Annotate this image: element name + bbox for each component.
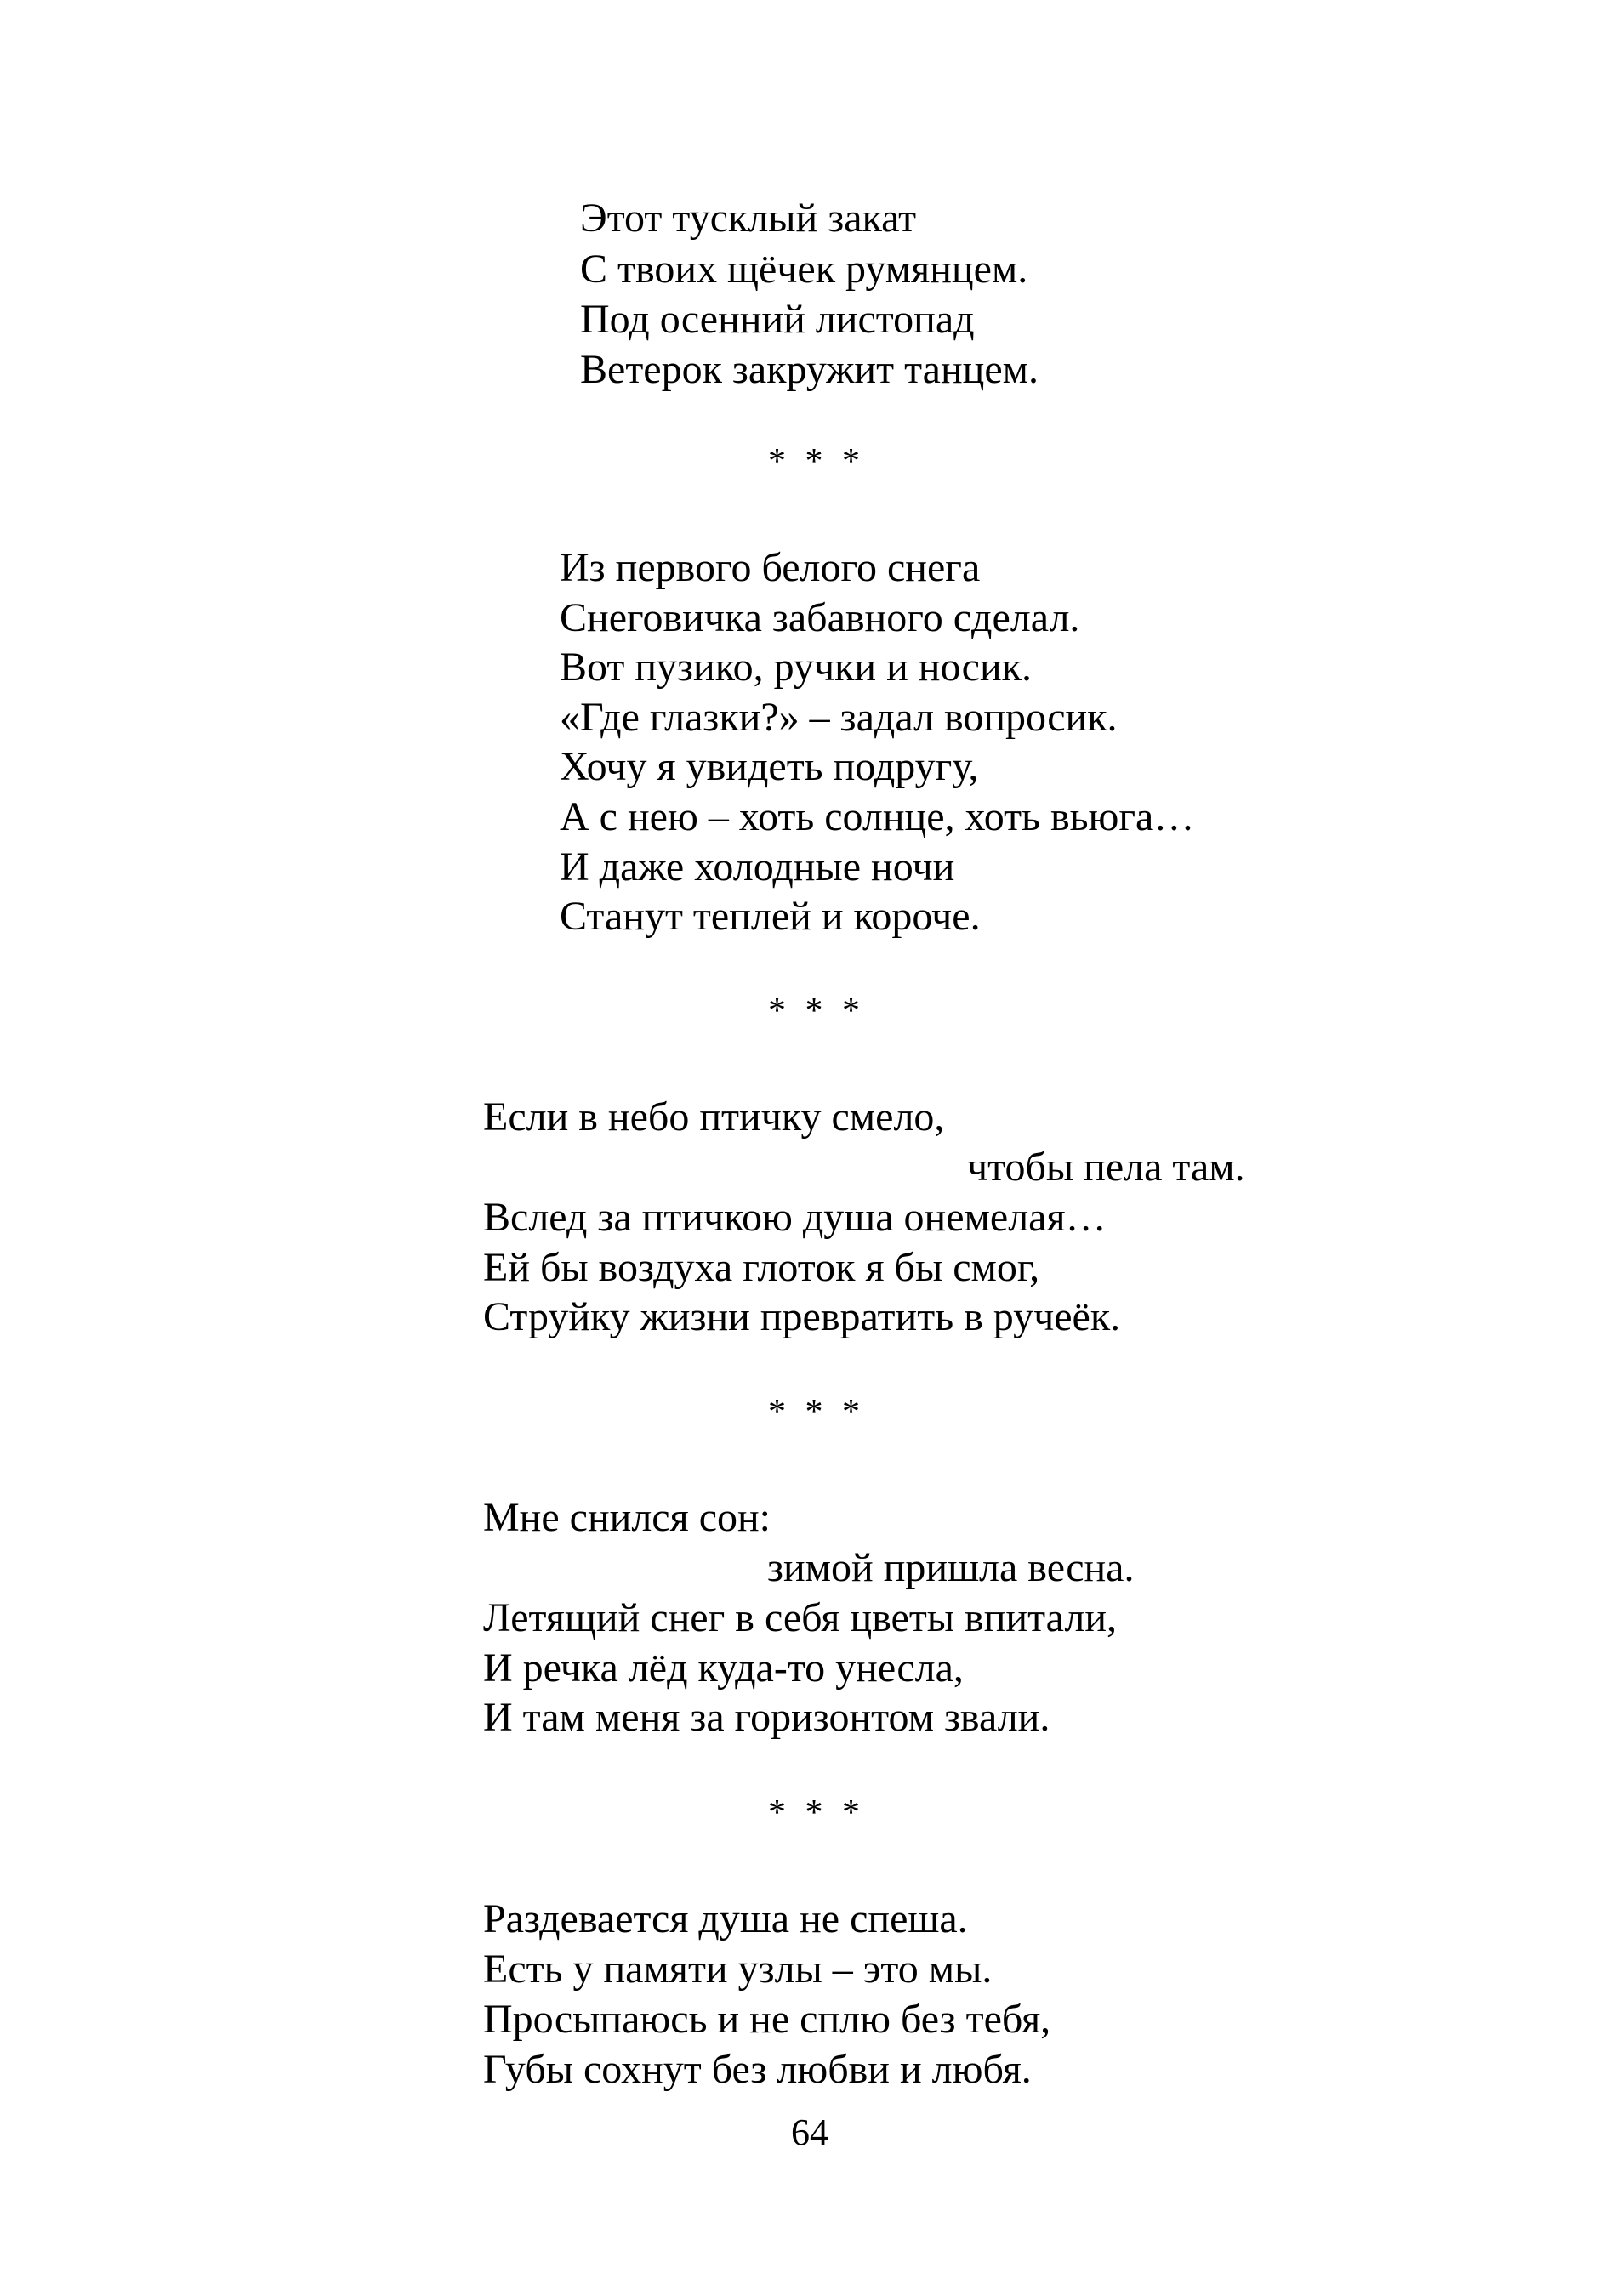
separator-3: * * * xyxy=(768,1393,865,1432)
poem-2-line-3: Вот пузико, ручки и носик. xyxy=(560,645,1032,690)
page-number: 64 xyxy=(791,2111,828,2153)
poem-2-line-7: И даже холодные ночи xyxy=(560,844,955,889)
poem-4-line-2: зимой пришла весна. xyxy=(767,1545,1135,1590)
separator-1: * * * xyxy=(768,442,865,481)
separator-2: * * * xyxy=(768,992,865,1031)
poem-3-line-1: Если в небо птичку смело, xyxy=(483,1094,945,1139)
poem-1-line-4: Ветерок закружит танцем. xyxy=(580,347,1039,392)
poem-1-line-1: Этот тусклый закат xyxy=(580,196,917,241)
poem-5-line-1: Раздевается душа не спеша. xyxy=(483,1896,968,1941)
poem-1-line-2: С твоих щёчек румянцем. xyxy=(580,247,1028,292)
poem-2-line-6: А с нею – хоть солнце, хоть вьюга… xyxy=(560,794,1195,839)
separator-4: * * * xyxy=(768,1793,865,1833)
poem-3-line-4: Ей бы воздуха глоток я бы смог, xyxy=(483,1245,1040,1290)
poem-2-line-2: Снеговичка забавного сделал. xyxy=(560,595,1080,640)
poem-2-line-8: Станут теплей и короче. xyxy=(560,894,981,939)
poem-5-line-3: Просыпаюсь и не сплю без тебя, xyxy=(483,1997,1051,2042)
poem-5-line-2: Есть у памяти узлы – это мы. xyxy=(483,1946,993,1992)
poem-5-line-4: Губы сохнут без любви и любя. xyxy=(483,2047,1032,2092)
poem-3-line-3: Вслед за птичкою душа онемелая… xyxy=(483,1195,1107,1240)
poem-4-line-5: И там меня за горизонтом звали. xyxy=(483,1695,1050,1740)
poem-4-line-1: Мне снился сон: xyxy=(483,1495,771,1540)
poem-2-line-5: Хочу я увидеть подругу, xyxy=(560,744,979,789)
poem-2-line-4: «Где глазки?» – задал вопросик. xyxy=(560,695,1118,740)
poem-4-line-3: Летящий снег в себя цветы впитали, xyxy=(483,1595,1118,1640)
poem-3-line-5: Струйку жизни превратить в ручеёк. xyxy=(483,1294,1121,1339)
poem-1-line-3: Под осенний листопад xyxy=(580,297,975,342)
poem-2-line-1: Из первого белого снега xyxy=(560,545,981,590)
poem-4-line-4: И речка лёд куда-то унесла, xyxy=(483,1645,964,1691)
poem-3-line-2: чтобы пела там. xyxy=(967,1145,1245,1190)
